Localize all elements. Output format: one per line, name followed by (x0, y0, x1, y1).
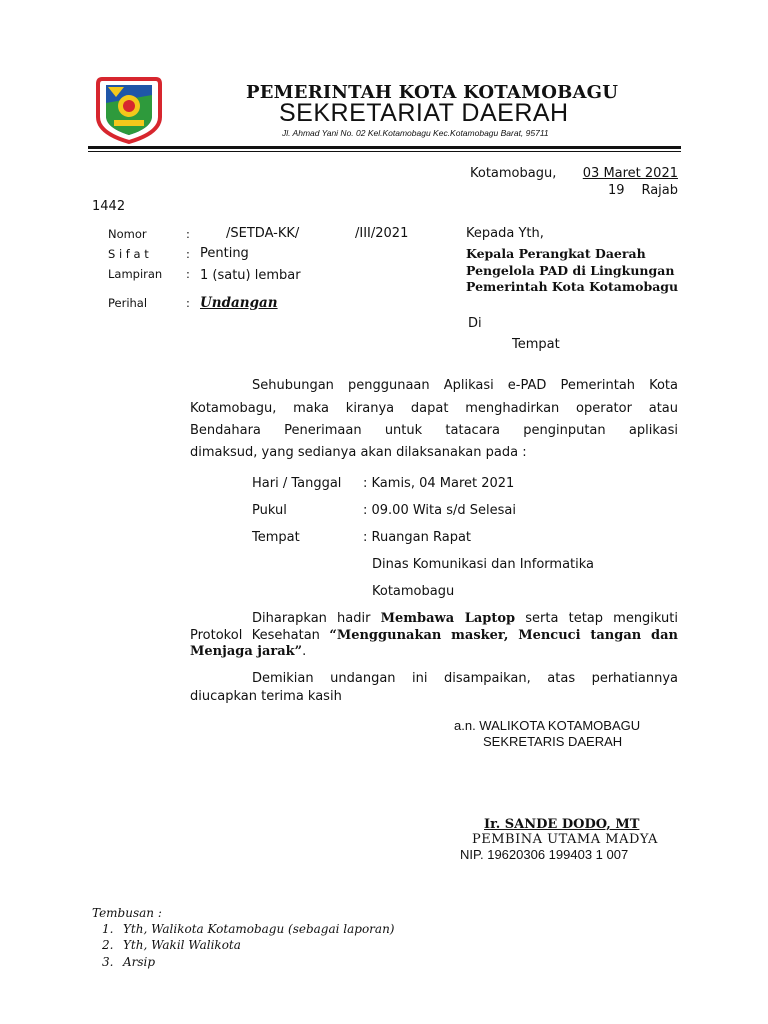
recipient-line3: Pemerintah Kota Kotamobagu (466, 279, 679, 294)
date-value: 03 Maret 2021 (582, 166, 678, 181)
lampiran-colon: : (186, 267, 190, 281)
signature-rank: PEMBINA UTAMA MADYA (472, 832, 658, 847)
sifat-label: S i f a t (108, 247, 149, 261)
para2-line3 (190, 644, 306, 659)
cc-item-text: Arsip (123, 955, 156, 969)
signature-title: SEKRETARIS DAERAH (483, 734, 623, 749)
hijri-year: 1442 (92, 199, 126, 214)
recipient-line2: Pengelola PAD di Lingkungan (466, 263, 675, 278)
signature-name: Ir. SANDE DODO, MT (484, 817, 640, 832)
para2-text-a: Diharapkan hadir (252, 611, 381, 626)
header-rule-thick (88, 146, 681, 149)
header-office-name: SEKRETARIAT DAERAH (279, 99, 569, 127)
tempat-line3: Kotamobagu (372, 584, 455, 599)
header-government-name: PEMERINTAH KOTA KOTAMOBAGU (246, 82, 619, 103)
nomor-part1: /SETDA-KK/ (226, 226, 300, 241)
recipient-greeting: Kepada Yth, (466, 226, 544, 241)
header-rule-thin (88, 151, 681, 152)
cc-item-number: 3. (102, 955, 114, 969)
cc-item-number: 1. (102, 922, 114, 936)
para2-line1 (252, 611, 678, 626)
para3-line2: diucapkan terima kasih (190, 689, 342, 704)
date-city: Kotamobagu, (470, 166, 557, 181)
tempat-label: Tempat (252, 530, 300, 545)
pukul-label: Pukul (252, 503, 287, 518)
sifat-value: Penting (200, 246, 249, 261)
para2-text-b: serta tetap mengikuti (515, 611, 678, 626)
lampiran-value: 1 (satu) lembar (200, 268, 301, 283)
nomor-colon: : (186, 227, 190, 241)
hijri-date: 19 Rajab (608, 183, 678, 198)
recipient-tempat: Tempat (512, 337, 560, 352)
cc-heading: Tembusan : (92, 906, 162, 920)
para1-line3: Bendahara Penerimaan untuk tatacara penginputan aplikasi (190, 423, 678, 438)
lampiran-label: Lampiran (108, 267, 163, 281)
nomor-part2: /III/2021 (355, 226, 409, 241)
para2-line2 (190, 628, 678, 643)
para1-line1: Sehubungan penggunaan Aplikasi e-PAD Pemerintah Kota (252, 378, 678, 393)
hari-label: Hari / Tanggal (252, 476, 342, 491)
perihal-label: Perihal (108, 296, 148, 310)
para2-line2-bold: “Menggunakan masker, Mencuci tangan dan (329, 628, 678, 643)
hari-value: : Kamis, 04 Maret 2021 (363, 476, 515, 491)
nomor-label: Nomor (108, 227, 147, 241)
para1-line4: dimaksud, yang sedianya akan dilaksanakan pada : (190, 445, 527, 460)
cc-item-text: Yth, Wakil Walikota (123, 938, 241, 952)
cc-item-text: Yth, Walikota Kotamobagu (sebagai laporan) (123, 922, 395, 936)
para3-line1: Demikian undangan ini disampaikan, atas perhatiannya (252, 671, 678, 686)
header-address: Jl. Ahmad Yani No. 02 Kel.Kotamobagu Kec.Kotamobagu Barat, 95711 (282, 128, 549, 138)
para2-bold: Membawa Laptop (380, 611, 516, 626)
para2-line3-end: . (302, 644, 307, 659)
tempat-line2: Dinas Komunikasi dan Informatika (372, 557, 595, 572)
recipient-line1: Kepala Perangkat Daerah (466, 246, 646, 261)
para1-line2: Kotamobagu, maka kiranya dapat menghadirkan operator atau (190, 401, 678, 416)
recipient-di: Di (468, 316, 482, 331)
signature-on-behalf: a.n. WALIKOTA KOTAMOBAGU (454, 718, 641, 733)
pukul-value: : 09.00 Wita s/d Selesai (363, 503, 516, 518)
signature-nip: NIP. 19620306 199403 1 007 (460, 847, 629, 862)
perihal-value: Undangan (200, 295, 278, 311)
kotamobagu-coat-of-arms-logo (94, 73, 164, 145)
perihal-colon: : (186, 296, 190, 310)
cc-item-number: 2. (102, 938, 114, 952)
para2-line3-bold: Menjaga jarak” (190, 644, 303, 659)
para2-line2-text: Protokol Kesehatan (190, 628, 330, 643)
tempat-value: : Ruangan Rapat (363, 530, 472, 545)
sifat-colon: : (186, 247, 190, 261)
